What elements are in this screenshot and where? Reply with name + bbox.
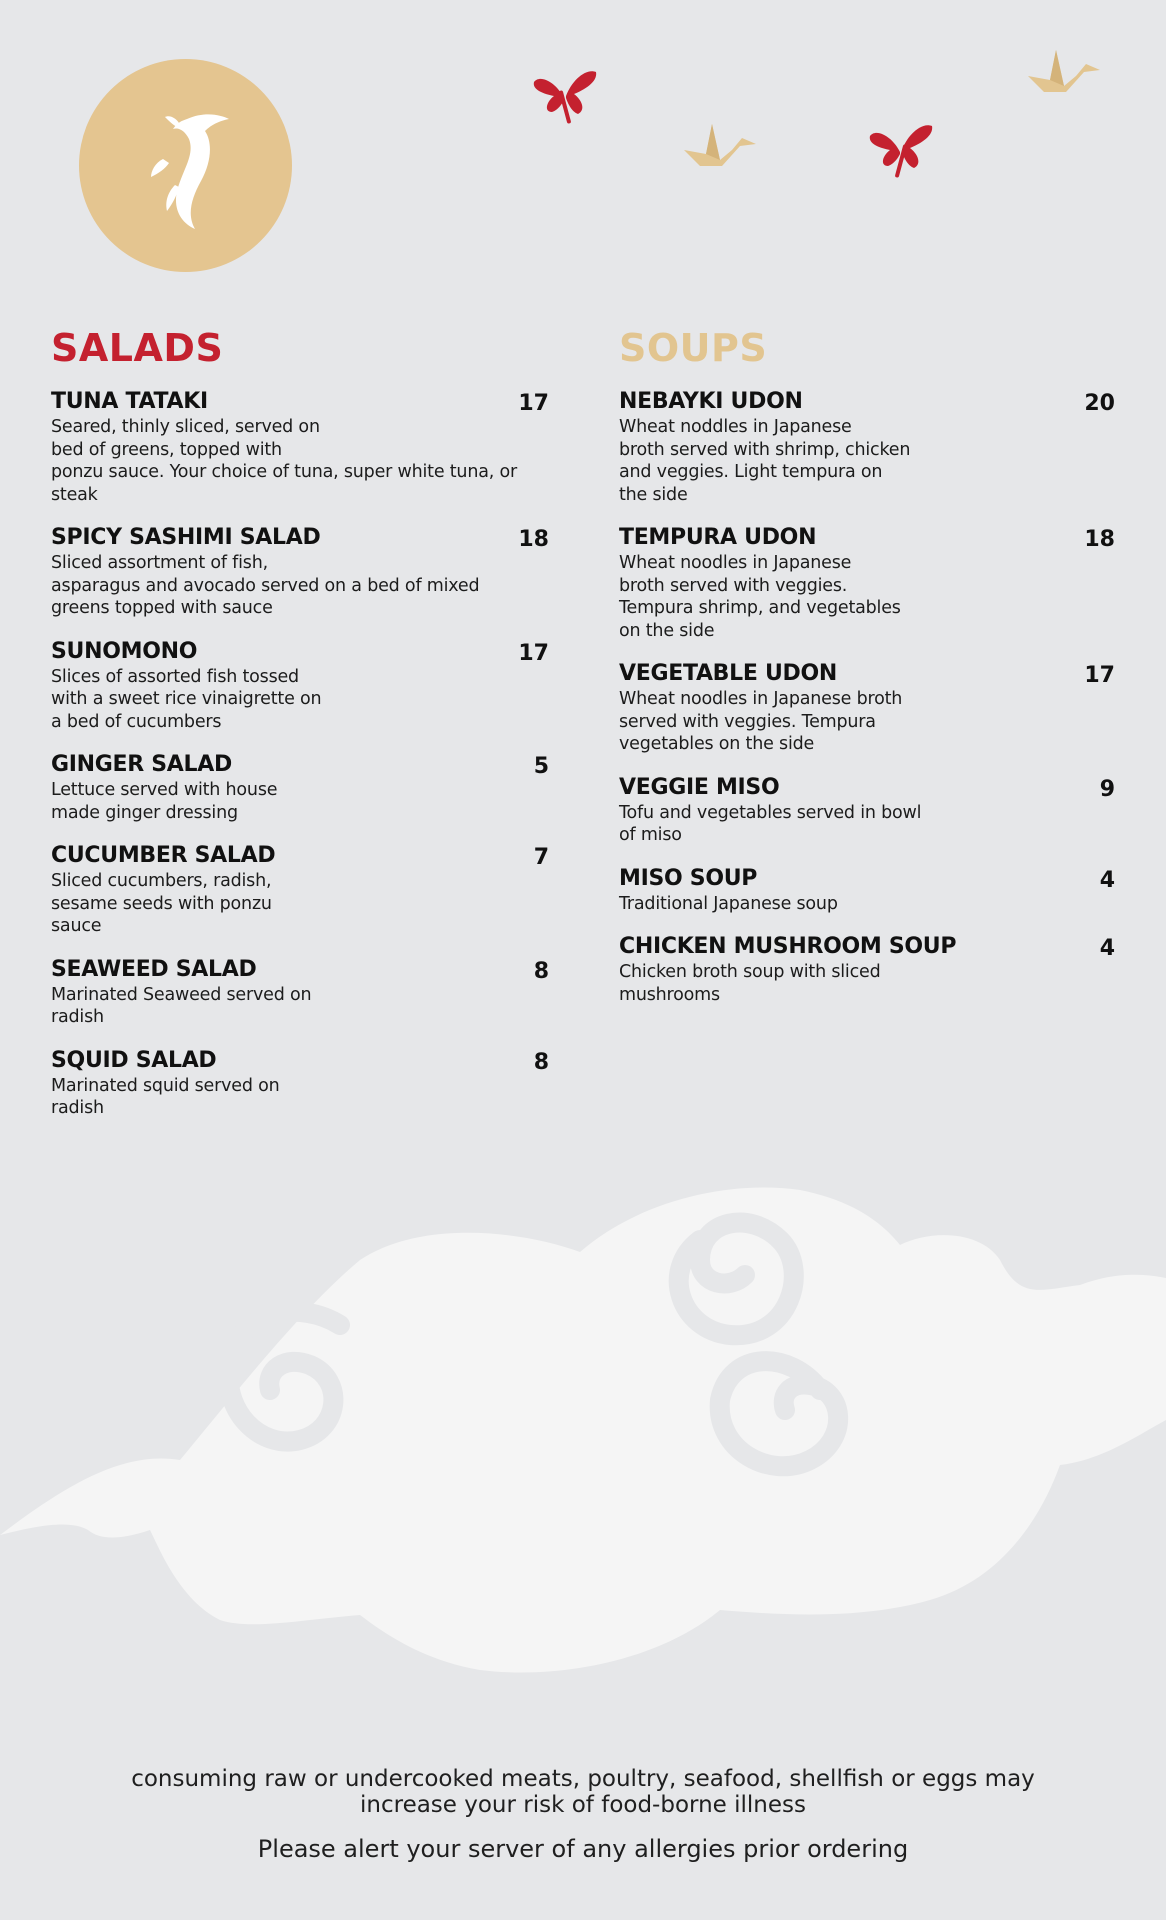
item-description: Sliced cucumbers, radish, sesame seeds with ponzu sauce [51,871,272,936]
footer-notice [0,1766,1166,1864]
menu-item [51,638,549,734]
item-description: Wheat noddles in Japanese broth served with shrimp, chicken and veggies. Light tempura on the side [619,417,911,505]
item-description: Tofu and vegetables served in bowl of miso [619,802,922,845]
item-price: 18 [1084,527,1115,552]
item-description: Seared, thinly sliced, served on bed of greens, topped with ponzu sauce. Your choice of tuna, super white tuna, or steak [51,417,517,505]
item-name: SUNOMONO [51,638,198,664]
food-warning-line-2: increase your risk of food-borne illness [360,1792,806,1818]
item-description: Marinated Seaweed served on radish [51,984,312,1027]
salads-section [51,322,549,1120]
menu-item [619,933,1115,1006]
logo [79,59,292,272]
salads-title: SALADS [51,326,224,370]
menu-item [51,524,549,620]
soups-section [619,322,1115,1006]
item-description: Sliced assortment of fish, asparagus and avocado served on a bed of mixed greens topped with sauce [51,553,480,618]
item-price: 9 [1099,776,1115,802]
soups-title: SOUPS [619,326,768,370]
item-name: CUCUMBER SALAD [51,843,276,868]
item-name: SQUID SALAD [51,1047,217,1073]
koi-fish-icon [79,59,292,272]
paper-crane-icon [682,120,758,174]
menu-item [619,865,1115,916]
item-description: Lettuce served with house made ginger dressing [51,780,278,823]
menu-item [619,660,1115,756]
item-name: GINGER SALAD [51,752,232,777]
item-description: Chicken broth soup with sliced mushrooms [619,962,881,1005]
menu-item [619,524,1115,642]
menu-item [51,842,549,938]
item-name: SPICY SASHIMI SALAD [51,525,321,550]
item-price: 20 [1084,391,1115,416]
item-price: 4 [1099,936,1115,961]
item-price: 17 [518,640,549,666]
item-price: 8 [533,958,549,984]
item-name: NEBAYKI UDON [619,389,803,414]
item-price: 8 [533,1049,549,1075]
cloud-pattern [0,1160,1166,1760]
food-warning-line-1: consuming raw or undercooked meats, poultry, seafood, shellfish or eggs may [131,1766,1035,1792]
item-description: Wheat noodles in Japanese broth served with veggies. Tempura shrimp, and vegetables on the side [619,553,901,641]
item-description: Traditional Japanese soup [619,893,838,914]
item-price: 18 [518,527,549,552]
item-price: 17 [518,391,549,416]
menu-item [619,388,1115,506]
menu-item [51,751,549,824]
item-name: TEMPURA UDON [619,525,817,550]
item-name: TUNA TATAKI [51,389,208,414]
allergy-notice: Please alert your server of any allergies prior ordering [257,1835,909,1863]
menu-item [51,388,549,506]
item-name: VEGETABLE UDON [619,661,837,686]
item-price: 17 [1084,663,1115,688]
paper-crane-icon [1026,46,1102,100]
butterfly-icon [868,118,936,182]
item-name: SEAWEED SALAD [51,956,257,982]
menu-item [619,774,1115,847]
item-description: Wheat noodles in Japanese broth served with veggies. Tempura vegetables on the side [619,689,903,754]
item-name: CHICKEN MUSHROOM SOUP [619,934,957,959]
item-name: VEGGIE MISO [619,774,780,800]
item-description: Slices of assorted fish tossed with a sweet rice vinaigrette on a bed of cucumbers [51,666,322,732]
item-price: 4 [1099,867,1115,893]
butterfly-icon [532,64,600,128]
item-price: 7 [533,845,549,870]
menu-item [51,956,549,1029]
item-name: MISO SOUP [619,865,758,891]
item-description: Marinated squid served on radish [51,1075,280,1118]
menu-item [51,1047,549,1120]
item-price: 5 [533,754,549,779]
